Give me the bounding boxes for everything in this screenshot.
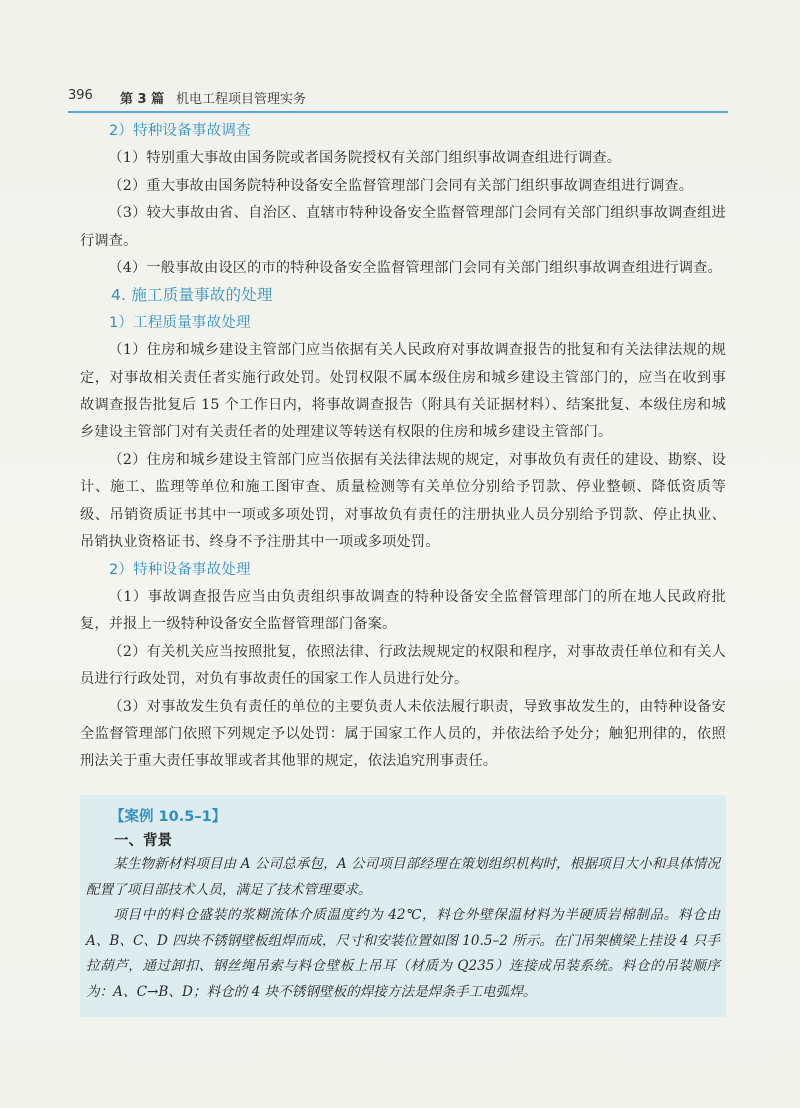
paragraph: （2）住房和城乡建设主管部门应当依据有关法律法规的规定，对事故负有责任的建设、勘察、设计、施工、监理等单位和施工图审查、质量检测等有关单位分别给予罚款、停业整顿、降低资质等级、吊销资质证书其中一项或多项处罚，对事故负有责任的注册执业人员分别给予罚款、停止执业、吊销执业资格证书、终身不予注册其中一项或多项处罚。 <box>80 451 726 551</box>
case-study-box <box>80 795 726 1017</box>
subsection-heading: 1）工程质量事故处理 <box>109 314 251 331</box>
header-divider <box>68 111 728 113</box>
subsection-heading: 2）特种设备事故调查 <box>109 123 251 139</box>
header-title: 机电工程项目管理实务 <box>176 92 307 107</box>
case-heading: 一、背景 <box>114 833 172 849</box>
body-text <box>80 118 726 776</box>
paragraph: （3）对事故发生负有责任的单位的主要负责人未依法履行职责，导致事故发生的，由特种设备安全监督管理部门依照下列规定予以处罚：属于国家工作人员的，并依法给予处分；触犯刑律的，依照刑法关于重大责任事故罪或者其他罪的规定，依法追究刑事责任。 <box>80 698 726 770</box>
subsection-heading: 2）特种设备事故处理 <box>109 561 251 578</box>
section-heading: 4. 施工质量事故的处理 <box>111 286 273 305</box>
case-paragraph: 项目中的料仓盛装的浆糊流体介质温度约为 42℃，料仓外壁保温材料为半硬质岩棉制品。料仓由 A、B、C、D 四块不锈钢壁板组焊而成，尺寸和安装位置如图 10.5–2 所示。在门吊架横梁上挂设 4 只手拉葫芦，通过卸扣、钢丝绳吊索与料仓壁板上吊耳（材质为 Q235）连接成吊装系统。料仓的吊装顺序为：A、C→B、D；料仓的 4 块不锈钢壁板的焊接方法是焊条手工电弧焊。 <box>86 907 720 1000</box>
paragraph: （4）一般事故由设区的市的特种设备安全监督管理部门会同有关部门组织事故调查组进行调查。 <box>108 260 722 277</box>
part-label: 第 3 篇 <box>120 92 165 107</box>
case-label: 【案例 10.5–1】 <box>110 809 227 825</box>
case-body <box>86 852 720 1005</box>
paragraph: （2）有关机关应当按照批复，依照法律、行政法规规定的权限和程序，对事故责任单位和有关人员进行行政处罚，对负有事故责任的国家工作人员进行处分。 <box>80 643 726 688</box>
paragraph: （3）较大事故由省、自治区、直辖市特种设备安全监督管理部门会同有关部门组织事故调查组进行调查。 <box>80 205 726 249</box>
paragraph: （2）重大事故由国务院特种设备安全监督管理部门会同有关部门组织事故调查组进行调查。 <box>108 177 694 194</box>
case-paragraph: 某生物新材料项目由 A 公司总承包，A 公司项目部经理在策划组织机构时，根据项目大小和具体情况配置了项目部技术人员，满足了技术管理要求。 <box>86 856 720 898</box>
running-header <box>68 88 728 110</box>
paragraph: （1）事故调查报告应当由负责组织事故调查的特种设备安全监督管理部门的所在地人民政府批复，并报上一级特种设备安全监督管理部门备案。 <box>80 588 726 633</box>
paragraph: （1）特别重大事故由国务院或者国务院授权有关部门组织事故调查组进行调查。 <box>108 150 622 167</box>
paragraph: （1）住房和城乡建设主管部门应当依据有关人民政府对事故调查报告的批复和有关法律法规的规定，对事故相关责任者实施行政处罚。处罚权限不属本级住房和城乡建设主管部门的，应当在收到事故调查报告批复后 15 个工作日内，将事故调查报告（附具有关证据材料）、结案批复、本级住房和城乡建设主管部门对有关责任者的处理建议等转送有权限的住房和城乡建设主管部门。 <box>80 342 726 441</box>
page-number: 396 <box>68 88 93 103</box>
